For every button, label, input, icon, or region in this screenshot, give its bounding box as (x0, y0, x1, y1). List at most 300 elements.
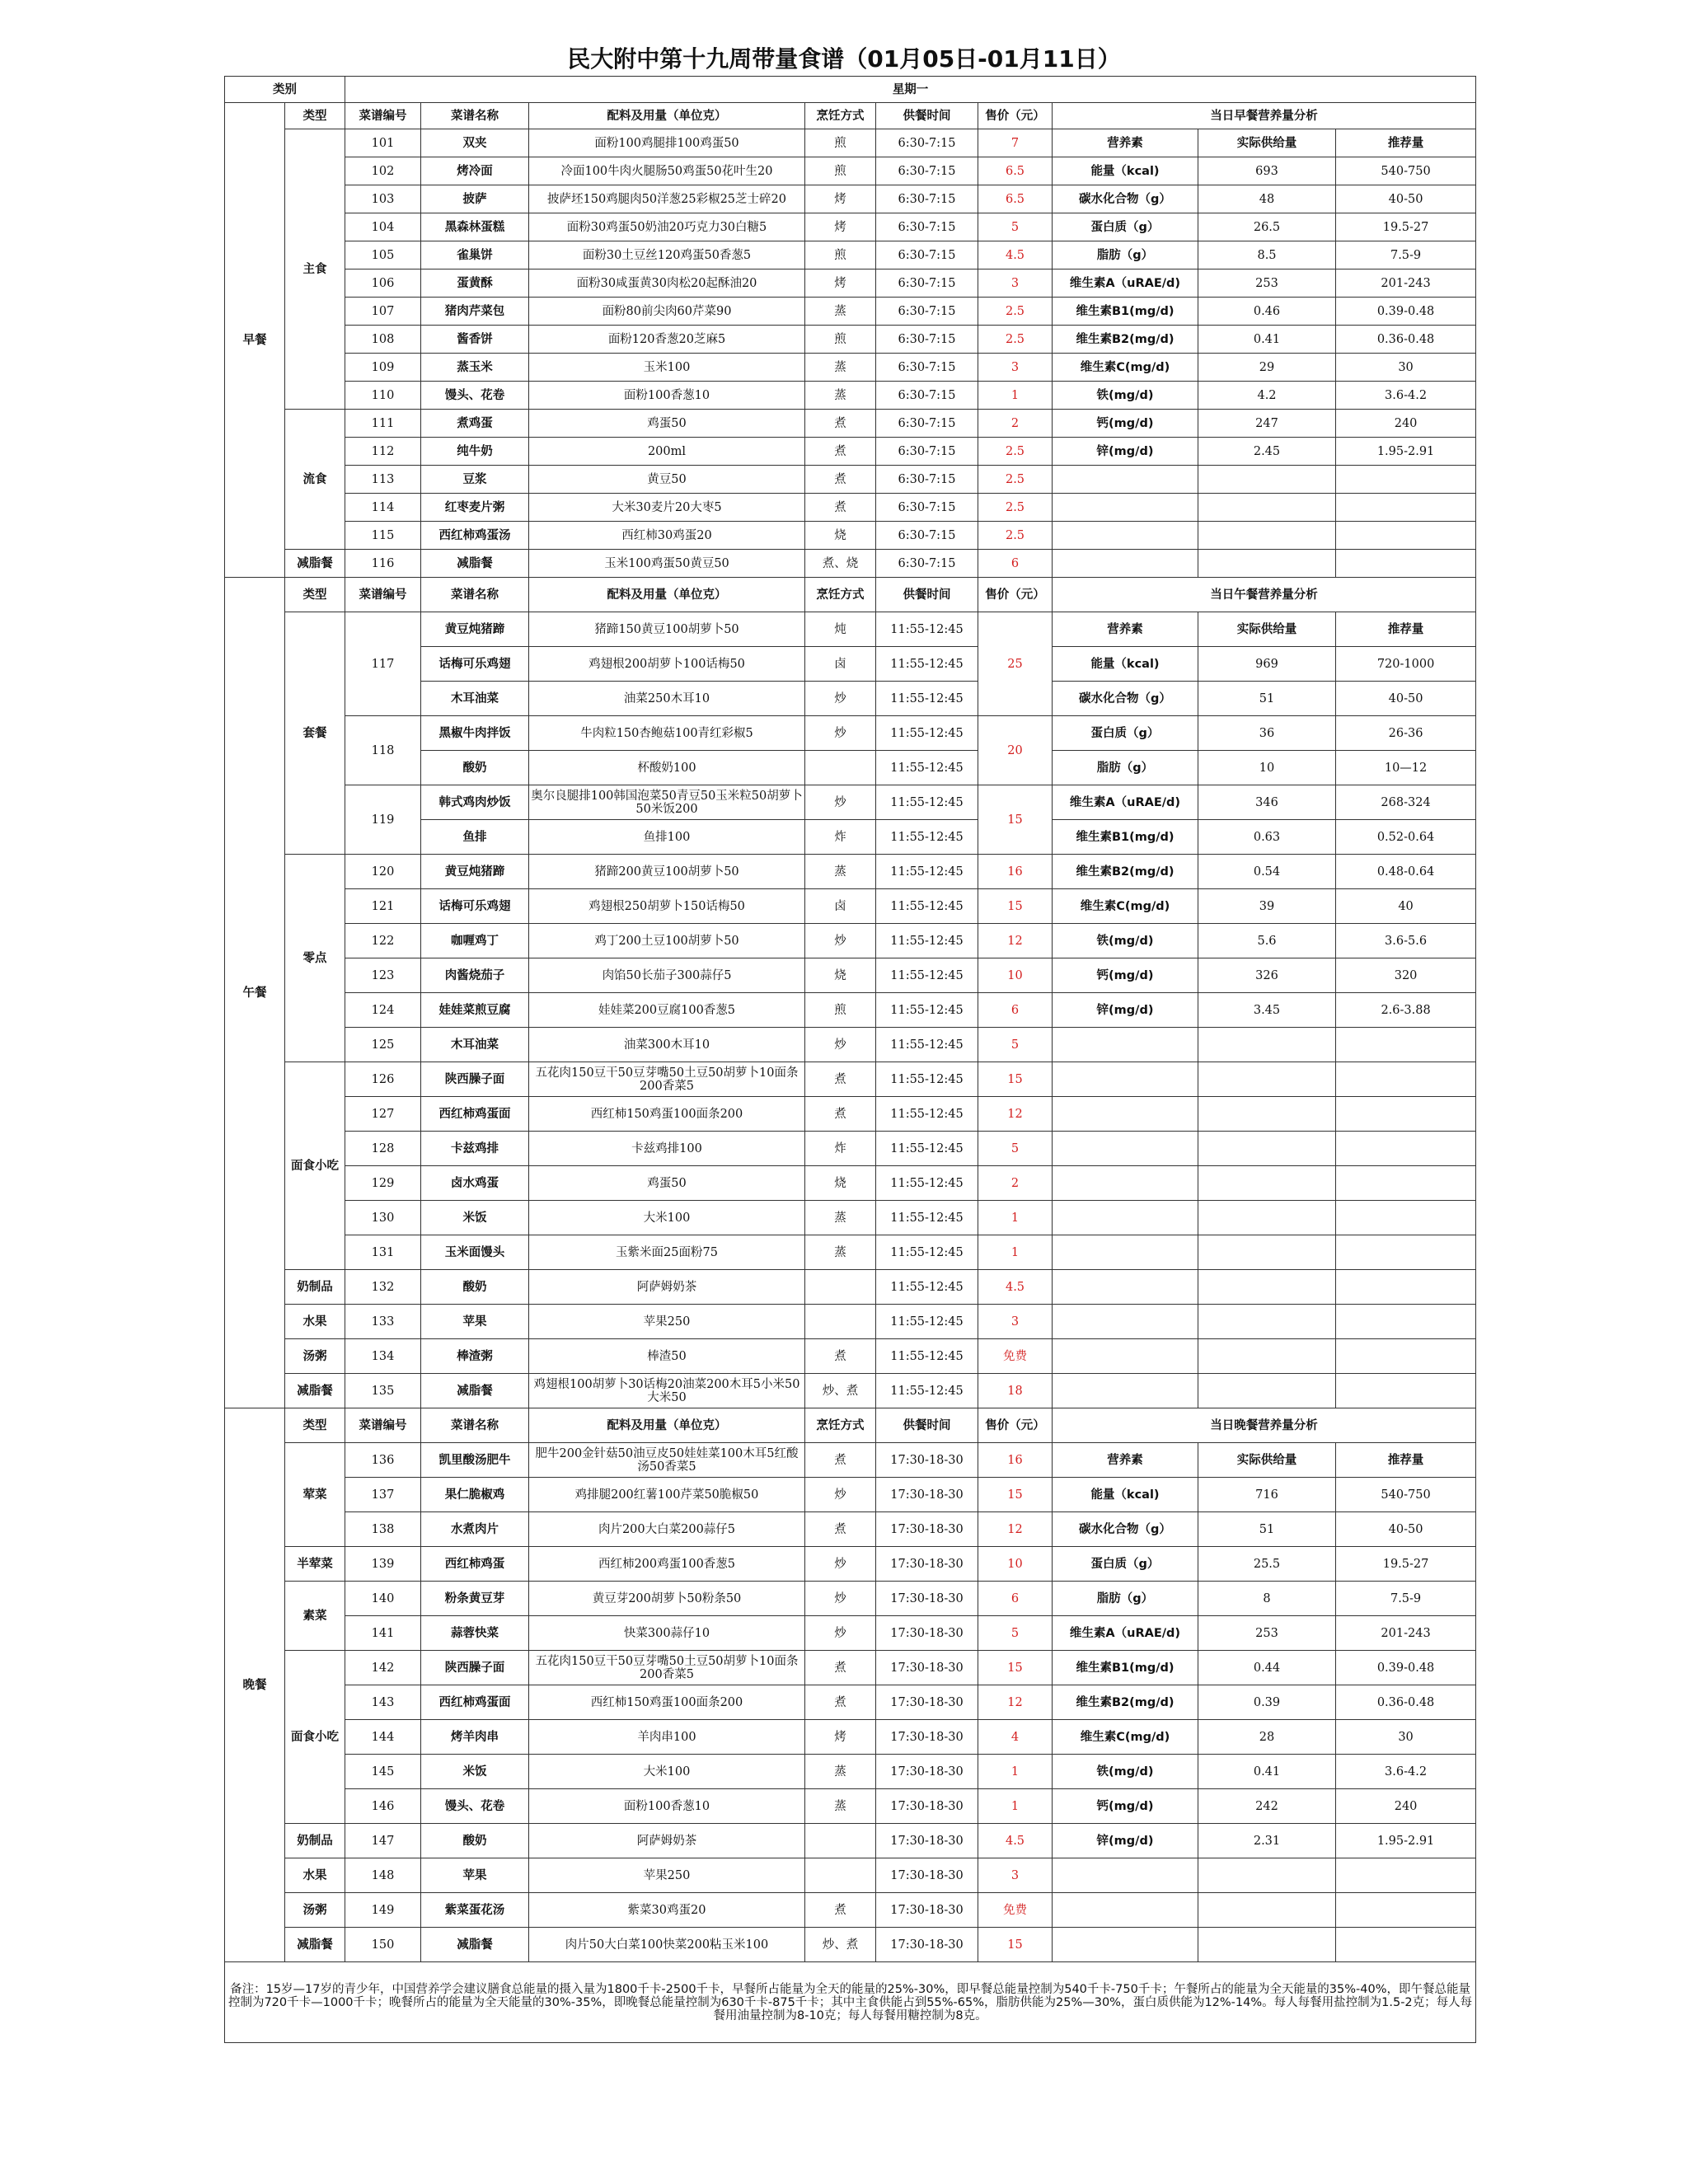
nutrient-recommended: 0.36-0.48 (1336, 1685, 1476, 1720)
nutrient-recommended: 30 (1336, 1720, 1476, 1755)
group-type: 面食小吃 (285, 1651, 345, 1824)
dish-ingredients: 卡兹鸡排100 (529, 1132, 805, 1166)
nutrient-name: 铁(mg/d) (1053, 382, 1198, 410)
dish-ingredients: 披萨坯150鸡腿肉50洋葱25彩椒25芝士碎20 (529, 185, 805, 213)
dish-method: 炸 (805, 1132, 876, 1166)
dish-ingredients: 玉米100鸡蛋50黄豆50 (529, 550, 805, 578)
empty-cell (1336, 1339, 1476, 1374)
dish-time: 11:55-12:45 (876, 785, 978, 820)
dish-time: 11:55-12:45 (876, 1339, 978, 1374)
dish-time: 11:55-12:45 (876, 993, 978, 1028)
dish-name: 红枣麦片粥 (421, 494, 529, 522)
dish-ingredients: 面粉30土豆丝120鸡蛋50香葱5 (529, 241, 805, 269)
nutrient-recommended: 1.95-2.91 (1336, 1824, 1476, 1858)
dish-method: 炸 (805, 820, 876, 855)
dish-time: 17:30-18-30 (876, 1755, 978, 1789)
empty-cell (1198, 1166, 1336, 1201)
nutrient-recommended: 26-36 (1336, 716, 1476, 751)
set-code: 117 (345, 612, 421, 716)
dish-name: 酸奶 (421, 1824, 529, 1858)
empty-cell (1336, 1097, 1476, 1132)
dish-name: 黑森林蛋糕 (421, 213, 529, 241)
empty-cell (1198, 1270, 1336, 1305)
col-header-code: 菜谱编号 (345, 103, 421, 129)
set-price: 20 (978, 716, 1053, 785)
nutrient-name: 能量（kcal) (1053, 647, 1198, 682)
nutrient-recommended: 40 (1336, 889, 1476, 924)
dish-name: 紫菜蛋花汤 (421, 1893, 529, 1928)
dish-code: 142 (345, 1651, 421, 1685)
dish-code: 150 (345, 1928, 421, 1962)
dish-name: 黑椒牛肉拌饭 (421, 716, 529, 751)
nutrient-actual: 253 (1198, 269, 1336, 298)
dish-price: 2.5 (978, 298, 1053, 326)
dish-price: 4.5 (978, 1824, 1053, 1858)
empty-cell (1336, 550, 1476, 578)
empty-cell (1198, 1858, 1336, 1893)
dish-ingredients: 西红柿30鸡蛋20 (529, 522, 805, 550)
empty-cell (1053, 1166, 1198, 1201)
dish-name: 减脂餐 (421, 550, 529, 578)
nutrient-recommended: 240 (1336, 1789, 1476, 1824)
dish-time: 6:30-7:15 (876, 494, 978, 522)
nutrient-recommended: 2.6-3.88 (1336, 993, 1476, 1028)
category-header: 类别 (225, 77, 345, 103)
empty-cell (1336, 1166, 1476, 1201)
dish-price: 1 (978, 1789, 1053, 1824)
dish-ingredients: 鸡翅根200胡萝卜100话梅50 (529, 647, 805, 682)
dish-time: 17:30-18-30 (876, 1616, 978, 1651)
dish-name: 烤羊肉串 (421, 1720, 529, 1755)
dish-code: 112 (345, 438, 421, 466)
dish-time: 6:30-7:15 (876, 466, 978, 494)
dish-code: 138 (345, 1512, 421, 1547)
dish-code: 121 (345, 889, 421, 924)
dish-time: 11:55-12:45 (876, 1097, 978, 1132)
dish-method: 炒 (805, 1616, 876, 1651)
dish-ingredients: 鱼排100 (529, 820, 805, 855)
nutrient-recommended: 3.6-5.6 (1336, 924, 1476, 958)
nutrient-actual: 10 (1198, 751, 1336, 785)
nutrient-actual: 4.2 (1198, 382, 1336, 410)
dish-name: 水煮肉片 (421, 1512, 529, 1547)
dish-method (805, 1824, 876, 1858)
empty-cell (1198, 1339, 1336, 1374)
dish-name: 粉条黄豆芽 (421, 1582, 529, 1616)
dish-ingredients: 200ml (529, 438, 805, 466)
dish-method: 煮 (805, 1893, 876, 1928)
nutrition-header-actual: 实际供给量 (1198, 1443, 1336, 1478)
nutrition-header-recommended: 推荐量 (1336, 129, 1476, 157)
dish-code: 148 (345, 1858, 421, 1893)
nutrient-actual: 0.44 (1198, 1651, 1336, 1685)
nutrient-name: 维生素A（uRAE/d) (1053, 785, 1198, 820)
dish-time: 6:30-7:15 (876, 550, 978, 578)
empty-cell (1336, 494, 1476, 522)
dish-ingredients: 快菜300蒜仔10 (529, 1616, 805, 1651)
dish-code: 145 (345, 1755, 421, 1789)
dish-code: 127 (345, 1097, 421, 1132)
nutrient-name: 维生素B1(mg/d) (1053, 820, 1198, 855)
group-type: 水果 (285, 1858, 345, 1893)
dish-method: 炖 (805, 612, 876, 647)
set-code: 118 (345, 716, 421, 785)
empty-cell (1198, 1893, 1336, 1928)
dish-code: 105 (345, 241, 421, 269)
dish-ingredients: 黄豆芽200胡萝卜50粉条50 (529, 1582, 805, 1616)
dish-time: 6:30-7:15 (876, 522, 978, 550)
nutrient-recommended: 7.5-9 (1336, 1582, 1476, 1616)
nutrient-name: 维生素C(mg/d) (1053, 354, 1198, 382)
nutrient-name: 维生素C(mg/d) (1053, 1720, 1198, 1755)
set-code: 119 (345, 785, 421, 855)
dish-time: 11:55-12:45 (876, 855, 978, 889)
col-header-price: 售价（元） (978, 1408, 1053, 1443)
dish-time: 17:30-18-30 (876, 1512, 978, 1547)
dish-price: 7 (978, 129, 1053, 157)
group-type: 减脂餐 (285, 550, 345, 578)
dish-price: 6 (978, 550, 1053, 578)
dish-ingredients: 鸡蛋50 (529, 410, 805, 438)
nutrient-name: 维生素B1(mg/d) (1053, 1651, 1198, 1685)
dish-name: 韩式鸡肉炒饭 (421, 785, 529, 820)
empty-cell (1336, 1201, 1476, 1235)
dish-method: 炒 (805, 924, 876, 958)
empty-cell (1198, 550, 1336, 578)
dish-price: 2.5 (978, 466, 1053, 494)
dish-time: 6:30-7:15 (876, 326, 978, 354)
dish-code: 125 (345, 1028, 421, 1062)
col-header-method: 烹饪方式 (805, 103, 876, 129)
dish-method: 炒 (805, 785, 876, 820)
dish-price: 10 (978, 958, 1053, 993)
dish-ingredients: 油菜300木耳10 (529, 1028, 805, 1062)
col-header-code: 菜谱编号 (345, 578, 421, 612)
dish-code: 136 (345, 1443, 421, 1478)
empty-cell (1053, 1305, 1198, 1339)
dish-price: 16 (978, 1443, 1053, 1478)
nutrition-analysis-title: 当日晚餐营养量分析 (1053, 1408, 1476, 1443)
empty-cell (1336, 466, 1476, 494)
nutrient-name: 维生素B1(mg/d) (1053, 298, 1198, 326)
dish-name: 陕西臊子面 (421, 1062, 529, 1097)
dish-price: 2 (978, 1166, 1053, 1201)
dish-method: 炒 (805, 1582, 876, 1616)
dish-name: 卡兹鸡排 (421, 1132, 529, 1166)
nutrient-recommended: 30 (1336, 354, 1476, 382)
dish-name: 减脂餐 (421, 1374, 529, 1408)
dish-price: 3 (978, 269, 1053, 298)
dish-code: 139 (345, 1547, 421, 1582)
nutrient-actual: 0.39 (1198, 1685, 1336, 1720)
dish-method: 烧 (805, 1166, 876, 1201)
nutrient-recommended: 201-243 (1336, 269, 1476, 298)
dish-price: 15 (978, 1478, 1053, 1512)
dish-method: 蒸 (805, 298, 876, 326)
dish-code: 146 (345, 1789, 421, 1824)
nutrient-recommended: 10—12 (1336, 751, 1476, 785)
nutrient-actual: 253 (1198, 1616, 1336, 1651)
empty-cell (1198, 1062, 1336, 1097)
col-header-type: 类型 (285, 1408, 345, 1443)
dish-time: 6:30-7:15 (876, 157, 978, 185)
dish-method: 蒸 (805, 354, 876, 382)
col-header-name: 菜谱名称 (421, 1408, 529, 1443)
nutrient-name: 维生素B2(mg/d) (1053, 326, 1198, 354)
nutrient-actual: 0.54 (1198, 855, 1336, 889)
empty-cell (1053, 522, 1198, 550)
dish-time: 6:30-7:15 (876, 129, 978, 157)
nutrient-name: 维生素B2(mg/d) (1053, 855, 1198, 889)
dish-method: 煮 (805, 1097, 876, 1132)
nutrient-name: 脂肪（g） (1053, 1582, 1198, 1616)
dish-code: 111 (345, 410, 421, 438)
dish-method: 煮 (805, 494, 876, 522)
nutrient-name: 锌(mg/d) (1053, 993, 1198, 1028)
nutrient-actual: 28 (1198, 1720, 1336, 1755)
nutrient-recommended: 40-50 (1336, 1512, 1476, 1547)
dish-method: 煎 (805, 993, 876, 1028)
dish-code: 113 (345, 466, 421, 494)
nutrient-actual: 8.5 (1198, 241, 1336, 269)
group-type: 荤菜 (285, 1443, 345, 1547)
dish-name: 蛋黄酥 (421, 269, 529, 298)
dish-method: 炒 (805, 716, 876, 751)
dish-name: 果仁脆椒鸡 (421, 1478, 529, 1512)
dish-name: 蒜蓉快菜 (421, 1616, 529, 1651)
nutrient-actual: 26.5 (1198, 213, 1336, 241)
empty-cell (1336, 1028, 1476, 1062)
dish-time: 11:55-12:45 (876, 1374, 978, 1408)
dish-code: 101 (345, 129, 421, 157)
dish-code: 131 (345, 1235, 421, 1270)
group-type: 套餐 (285, 612, 345, 855)
dish-ingredients: 面粉80前尖肉60芹菜90 (529, 298, 805, 326)
empty-cell (1198, 1928, 1336, 1962)
nutrient-name: 维生素A（uRAE/d) (1053, 269, 1198, 298)
dish-method: 蒸 (805, 1235, 876, 1270)
dish-ingredients: 面粉120香葱20芝麻5 (529, 326, 805, 354)
dish-price: 15 (978, 1062, 1053, 1097)
nutrient-recommended: 0.36-0.48 (1336, 326, 1476, 354)
dish-price: 6.5 (978, 157, 1053, 185)
dish-name: 米饭 (421, 1755, 529, 1789)
dish-method: 煮 (805, 1512, 876, 1547)
nutrient-recommended: 1.95-2.91 (1336, 438, 1476, 466)
dish-name: 酸奶 (421, 751, 529, 785)
dish-price: 5 (978, 1616, 1053, 1651)
nutrient-recommended: 0.48-0.64 (1336, 855, 1476, 889)
dish-price: 4.5 (978, 1270, 1053, 1305)
nutrient-name: 锌(mg/d) (1053, 1824, 1198, 1858)
empty-cell (1336, 1928, 1476, 1962)
dish-ingredients: 紫菜30鸡蛋20 (529, 1893, 805, 1928)
dish-ingredients: 五花肉150豆干50豆芽嘴50土豆50胡萝卜10面条200香菜5 (529, 1651, 805, 1685)
dish-price: 2.5 (978, 494, 1053, 522)
meal-label-dinner: 晚餐 (225, 1408, 285, 1962)
dish-ingredients: 苹果250 (529, 1305, 805, 1339)
dish-method: 煮 (805, 410, 876, 438)
col-header-method: 烹饪方式 (805, 578, 876, 612)
dish-code: 108 (345, 326, 421, 354)
dish-price: 18 (978, 1374, 1053, 1408)
dish-price: 10 (978, 1547, 1053, 1582)
dish-method: 烧 (805, 522, 876, 550)
dish-ingredients: 羊肉串100 (529, 1720, 805, 1755)
empty-cell (1336, 1270, 1476, 1305)
dish-time: 17:30-18-30 (876, 1685, 978, 1720)
meal-label-breakfast: 早餐 (225, 103, 285, 578)
empty-cell (1053, 1132, 1198, 1166)
group-type: 面食小吃 (285, 1062, 345, 1270)
dish-name: 凯里酸汤肥牛 (421, 1443, 529, 1478)
dish-price: 15 (978, 889, 1053, 924)
empty-cell (1336, 1235, 1476, 1270)
dish-price: 2.5 (978, 326, 1053, 354)
dish-code: 114 (345, 494, 421, 522)
dish-name: 煮鸡蛋 (421, 410, 529, 438)
dish-time: 11:55-12:45 (876, 1132, 978, 1166)
col-header-type: 类型 (285, 103, 345, 129)
dish-time: 17:30-18-30 (876, 1858, 978, 1893)
nutrient-actual: 346 (1198, 785, 1336, 820)
nutrient-actual: 2.31 (1198, 1824, 1336, 1858)
empty-cell (1198, 522, 1336, 550)
dish-ingredients: 面粉100香葱10 (529, 1789, 805, 1824)
dish-method: 蒸 (805, 1755, 876, 1789)
dish-code: 124 (345, 993, 421, 1028)
dish-name: 娃娃菜煎豆腐 (421, 993, 529, 1028)
dish-code: 135 (345, 1374, 421, 1408)
dish-code: 120 (345, 855, 421, 889)
dish-ingredients: 棒渣50 (529, 1339, 805, 1374)
col-header-ingredients: 配料及用量（单位克） (529, 1408, 805, 1443)
dish-method: 烤 (805, 185, 876, 213)
dish-ingredients: 猪蹄200黄豆100胡萝卜50 (529, 855, 805, 889)
col-header-code: 菜谱编号 (345, 1408, 421, 1443)
dish-time: 11:55-12:45 (876, 1166, 978, 1201)
nutrient-actual: 29 (1198, 354, 1336, 382)
nutrient-name: 钙(mg/d) (1053, 1789, 1198, 1824)
dish-name: 木耳油菜 (421, 1028, 529, 1062)
dish-ingredients: 面粉100香葱10 (529, 382, 805, 410)
empty-cell (1053, 1339, 1198, 1374)
dish-name: 苹果 (421, 1858, 529, 1893)
empty-cell (1336, 1893, 1476, 1928)
dish-ingredients: 肉片50大白菜100快菜200粘玉米100 (529, 1928, 805, 1962)
dish-code: 130 (345, 1201, 421, 1235)
menu-table (224, 76, 1476, 2043)
dish-method: 卤 (805, 889, 876, 924)
dish-code: 141 (345, 1616, 421, 1651)
dish-ingredients: 西红柿150鸡蛋100面条200 (529, 1685, 805, 1720)
empty-cell (1053, 1858, 1198, 1893)
col-header-ingredients: 配料及用量（单位克） (529, 578, 805, 612)
dish-price: 6 (978, 1582, 1053, 1616)
dish-code: 107 (345, 298, 421, 326)
empty-cell (1198, 1374, 1336, 1408)
dish-ingredients: 油菜250木耳10 (529, 682, 805, 716)
dish-method: 煮 (805, 1062, 876, 1097)
dish-code: 122 (345, 924, 421, 958)
nutrient-recommended: 3.6-4.2 (1336, 382, 1476, 410)
dish-ingredients: 鸡蛋50 (529, 1166, 805, 1201)
dish-price: 免费 (978, 1339, 1053, 1374)
dish-code: 104 (345, 213, 421, 241)
nutrient-actual: 48 (1198, 185, 1336, 213)
nutrition-header-nutrient: 营养素 (1053, 612, 1198, 647)
nutrient-recommended: 3.6-4.2 (1336, 1755, 1476, 1789)
dish-method: 炒 (805, 1478, 876, 1512)
dish-name: 酸奶 (421, 1270, 529, 1305)
empty-cell (1053, 466, 1198, 494)
dish-price: 1 (978, 1755, 1053, 1789)
empty-cell (1336, 1374, 1476, 1408)
dish-time: 6:30-7:15 (876, 354, 978, 382)
dish-price: 3 (978, 1305, 1053, 1339)
group-type: 主食 (285, 129, 345, 410)
footnote: 备注：15岁—17岁的青少年，中国营养学会建议膳食总能量的摄入量为1800千卡-2500千卡，早餐所占能量为全天的能量的25%-30%，即早餐总能量控制为540千卡-750千卡；午餐所占的能量为全天能量的35%-40%，即午餐总能量控制为720千卡—1000千卡；晚餐所占的能量为全天能量的30%-35%，即晚餐总能量控制为630千卡-875千卡；其中主食供能占到55%-65%，脂肪供能为25%—30%，蛋白质供能为12%-14%。每人每餐用盐控制为1.5-2克；每人每餐用油量控制为8-10克；每人每餐用糖控制为8克。 (225, 1962, 1476, 2043)
nutrient-actual: 51 (1198, 682, 1336, 716)
nutrient-name: 能量（kcal) (1053, 1478, 1198, 1512)
dish-name: 卤水鸡蛋 (421, 1166, 529, 1201)
empty-cell (1198, 1097, 1336, 1132)
dish-time: 6:30-7:15 (876, 269, 978, 298)
dish-price: 12 (978, 1512, 1053, 1547)
dish-price: 3 (978, 354, 1053, 382)
dish-name: 肉酱烧茄子 (421, 958, 529, 993)
dish-ingredients: 娃娃菜200豆腐100香葱5 (529, 993, 805, 1028)
dish-ingredients: 鸡排腿200红薯100芹菜50脆椒50 (529, 1478, 805, 1512)
nutrient-recommended: 0.39-0.48 (1336, 1651, 1476, 1685)
group-type: 素菜 (285, 1582, 345, 1651)
group-type: 水果 (285, 1305, 345, 1339)
dish-method: 煮 (805, 1339, 876, 1374)
nutrient-recommended: 720-1000 (1336, 647, 1476, 682)
dish-name: 馒头、花卷 (421, 1789, 529, 1824)
dish-code: 133 (345, 1305, 421, 1339)
dish-price: 1 (978, 1201, 1053, 1235)
dish-price: 12 (978, 1097, 1053, 1132)
nutrient-recommended: 7.5-9 (1336, 241, 1476, 269)
dish-code: 103 (345, 185, 421, 213)
empty-cell (1053, 1097, 1198, 1132)
group-type: 零点 (285, 855, 345, 1062)
nutrient-recommended: 268-324 (1336, 785, 1476, 820)
dish-price: 3 (978, 1858, 1053, 1893)
nutrient-name: 铁(mg/d) (1053, 1755, 1198, 1789)
dish-price: 1 (978, 1235, 1053, 1270)
dish-name: 玉米面馒头 (421, 1235, 529, 1270)
dish-time: 11:55-12:45 (876, 1270, 978, 1305)
col-header-time: 供餐时间 (876, 103, 978, 129)
dish-ingredients: 肉馅50长茄子300蒜仔5 (529, 958, 805, 993)
dish-code: 102 (345, 157, 421, 185)
dish-code: 109 (345, 354, 421, 382)
dish-ingredients: 鸡翅根100胡萝卜30话梅20油菜200木耳5小米50大米50 (529, 1374, 805, 1408)
dish-method: 卤 (805, 647, 876, 682)
dish-ingredients: 面粉30咸蛋黄30肉松20起酥油20 (529, 269, 805, 298)
dish-ingredients: 大米100 (529, 1755, 805, 1789)
nutrient-name: 蛋白质（g） (1053, 716, 1198, 751)
dish-time: 11:55-12:45 (876, 889, 978, 924)
dish-ingredients: 猪蹄150黄豆100胡萝卜50 (529, 612, 805, 647)
dish-price: 免费 (978, 1893, 1053, 1928)
empty-cell (1198, 466, 1336, 494)
dish-time: 17:30-18-30 (876, 1651, 978, 1685)
meal-label-lunch: 午餐 (225, 578, 285, 1408)
nutrient-recommended: 201-243 (1336, 1616, 1476, 1651)
